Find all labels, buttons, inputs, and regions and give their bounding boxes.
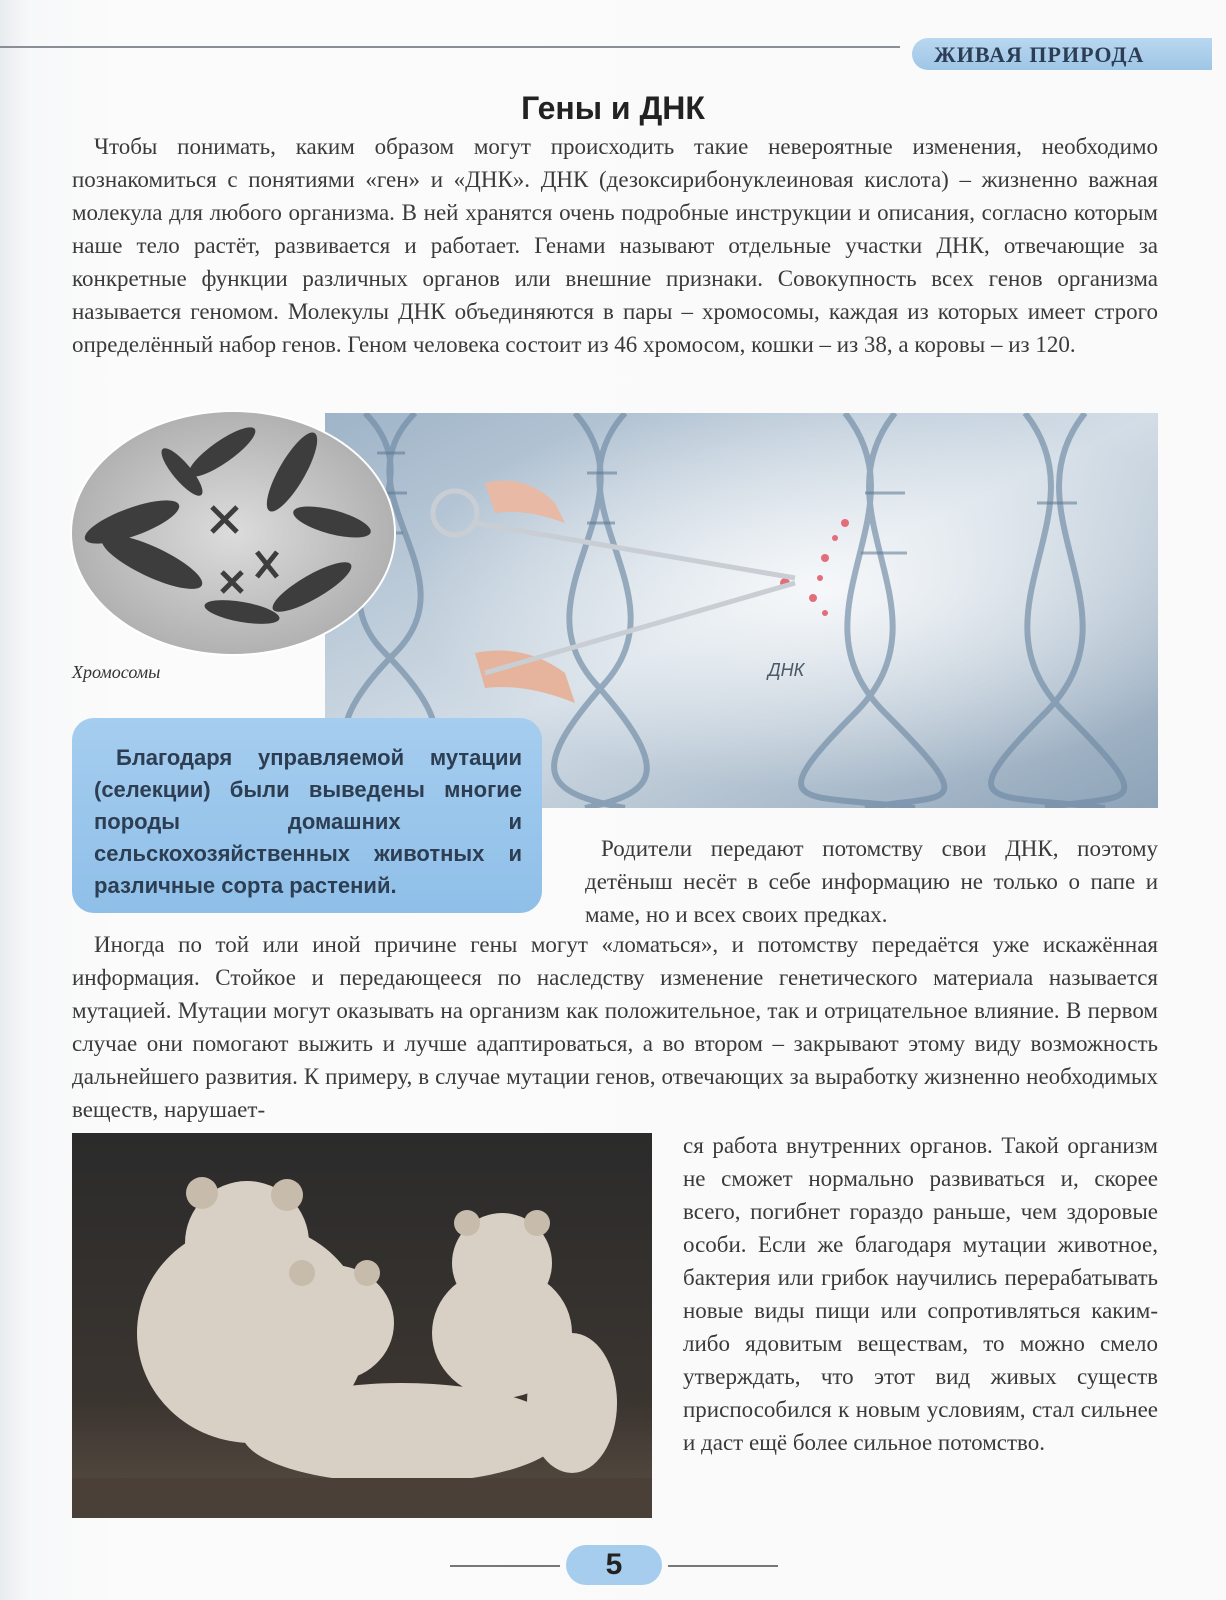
callout-body: Благодаря управляемой мутации (селекции) были выведены многие породы домашних и сельскохозяйственных животных и различные сорта растений. (94, 745, 522, 898)
intro-paragraph (72, 130, 1158, 361)
dna-label: ДНК (768, 660, 805, 680)
footer-rule-left (450, 1565, 560, 1567)
section-tab: ЖИВАЯ ПРИРОДА (912, 38, 1212, 70)
organs-text: ся работа внутренних органов. Такой организм не сможет нормально развиваться и, скорее всего, погибнет гораздо раньше, чем здоровые особи. Если же благодаря мутации животное, бактерия или грибок научились перерабатывать новые виды пищи или сопротивляться каким-либо ядовитым веществам, то можно смело утверждать, что этот вид живых существ приспособился к новым условиям, стал сильнее и даст ещё более сильное потомство. (683, 1133, 1158, 1455)
chromosome-caption: Хромосомы (72, 662, 161, 682)
page-number: 5 (566, 1545, 662, 1585)
parents-paragraph (585, 832, 1158, 931)
organs-paragraph (683, 1129, 1158, 1459)
callout-box (72, 718, 542, 913)
page-footer (0, 1545, 1226, 1585)
white-lions-photo (72, 1133, 652, 1518)
intro-text: Чтобы понимать, каким образом могут происходить такие невероятные изменения, необходимо познакомиться с понятиями «ген» и «ДНК». ДНК (дезоксирибонуклеиновая кислота) – жизненно важная молекула для любого организма. В ней хранятся очень подробные инструкции и описания, согласно которым наше тело растёт, развивается и работает. Генами называют отдельные участки ДНК, отвечающие за конкретные функции различных органов или внешние признаки. Совокупность всех генов организма называется геномом. Молекулы ДНК объединяются в пары – хромосомы, каждая из которых имеет строго определённый набор генов. Геном человека состоит из 46 хромосом, кошки – из 38, а коровы – из 120. (72, 134, 1158, 357)
footer-rule-right (668, 1565, 778, 1567)
page-title: Гены и ДНК (521, 90, 705, 126)
parents-text: Родители передают потомству свои ДНК, поэтому детёныш несёт в себе информацию не только о папе и маме, но и всех своих предках. (585, 836, 1158, 927)
chromosome-photo (72, 412, 394, 654)
header-rule (0, 46, 900, 48)
mutations-text: Иногда по той или иной причине гены могут «ломаться», и потомству передаётся уже искажённая информация. Стойкое и передающееся по наследству изменение генетического материала называется мутацией. Мутации могут оказывать на организм как положительное, так и отрицательное влияние. В первом случае они помогают выжить и лучше адаптироваться, а во втором – закрывают этому виду возможность дальнейшего развития. К примеру, в случае мутации генов, отвечающих за выработку жизненно необходимых веществ, нарушает- (72, 932, 1158, 1122)
callout-text (94, 742, 522, 902)
mutations-paragraph (72, 928, 1158, 1126)
